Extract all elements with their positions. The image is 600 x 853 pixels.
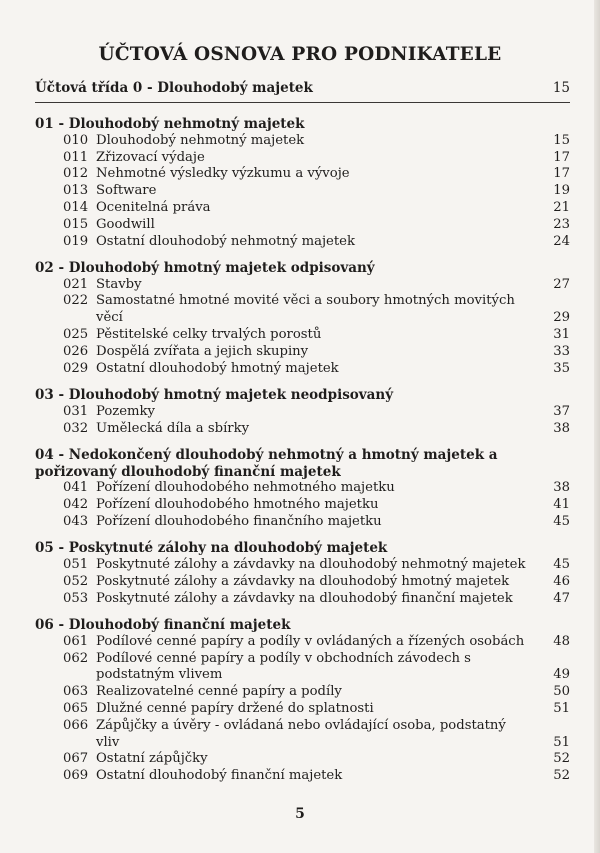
page-ref: 19 (553, 183, 570, 199)
account-label: Samostatné hmotné movité věci a soubory hmotných movitých věcí (96, 293, 515, 326)
account-code: 026 (63, 343, 89, 359)
page-ref: 46 (553, 573, 570, 589)
account-code: 015 (63, 216, 89, 232)
account-code: 011 (63, 149, 89, 165)
account-label: Ostatní zápůjčky (96, 751, 208, 767)
account-code: 053 (63, 590, 89, 606)
account-group (35, 387, 570, 437)
toc-entry (35, 634, 570, 651)
toc-content (35, 116, 570, 794)
account-label: Zřizovací výdaje (96, 149, 205, 165)
account-code: 021 (63, 276, 89, 292)
account-code: 063 (63, 684, 89, 700)
account-group-title: 05 - Poskytnuté zálohy na dlouhodobý majetek (35, 540, 388, 557)
account-code: 061 (63, 633, 89, 649)
account-label: Umělecká díla a sbírky (96, 420, 250, 436)
account-code: 010 (63, 132, 89, 148)
toc-entry (35, 557, 570, 574)
account-code: 032 (63, 420, 89, 436)
account-code: 029 (63, 360, 89, 376)
account-label: Dlužné cenné papíry držené do splatnosti (96, 701, 374, 716)
toc-entry (35, 234, 570, 251)
page-ref: 23 (553, 216, 570, 232)
account-code: 031 (63, 403, 89, 419)
account-label: Pořízení dlouhodobého nehmotného majetku (96, 480, 395, 496)
account-code: 014 (63, 199, 89, 215)
page-ref: 17 (553, 149, 570, 165)
account-group-title: 02 - Dlouhodobý hmotný majetek odpisovaný (35, 259, 375, 276)
account-code: 067 (63, 751, 89, 767)
account-label: Pořízení dlouhodobého finančního majetku (96, 514, 382, 530)
account-label: Ocenitelná práva (96, 199, 211, 215)
page-ref: 45 (553, 557, 570, 573)
account-code: 043 (63, 514, 89, 530)
toc-entry (35, 751, 570, 768)
account-label: Poskytnuté zálohy a závdavky na dlouhodobý hmotný majetek (96, 573, 510, 589)
account-label: Software (96, 183, 157, 199)
account-code: 066 (63, 717, 89, 733)
account-code: 052 (63, 573, 89, 589)
toc-entry (35, 166, 570, 183)
page-ref: 21 (553, 199, 570, 215)
page-ref: 52 (553, 768, 570, 784)
account-label: Poskytnuté zálohy a závdavky na dlouhodobý nehmotný majetek (96, 557, 526, 573)
toc-entry (35, 183, 570, 200)
toc-entry (35, 497, 570, 514)
page-ref: 38 (553, 420, 570, 436)
account-code: 022 (63, 293, 89, 309)
toc-entry (35, 421, 570, 438)
account-label: Podílové cenné papíry a podíly v ovládaných a řízených osobách (96, 633, 525, 649)
toc-entry (35, 200, 570, 217)
account-group (35, 116, 570, 250)
toc-entry (35, 133, 570, 150)
account-label: Podílové cenné papíry a podíly v obchodních závodech s podstatným vlivem (96, 650, 471, 683)
account-group-title: 01 - Dlouhodobý nehmotný majetek (35, 116, 305, 132)
toc-entry (35, 277, 570, 294)
account-label: Pozemky (96, 403, 155, 419)
account-class-header (35, 80, 570, 96)
account-label: Goodwill (96, 216, 155, 232)
page-ref: 51 (553, 734, 570, 750)
page-ref: 52 (553, 751, 570, 767)
page-ref: 31 (553, 327, 570, 343)
account-label: Pořízení dlouhodobého hmotného majetku (96, 497, 379, 513)
account-label: Ostatní dlouhodobý hmotný majetek (96, 360, 339, 376)
account-code: 013 (63, 183, 89, 199)
header-rule (35, 102, 570, 103)
account-code: 012 (63, 166, 89, 182)
account-label: Stavby (96, 276, 142, 292)
account-code: 051 (63, 557, 89, 573)
page-edge (594, 0, 600, 853)
account-label: Realizovatelné cenné papíry a podíly (96, 684, 342, 700)
toc-entry (35, 327, 570, 344)
toc-entry (35, 768, 570, 785)
toc-entry (35, 361, 570, 378)
page-ref: 38 (553, 480, 570, 496)
account-class-label: Účtová třída 0 - Dlouhodobý majetek (35, 80, 313, 96)
account-group (35, 540, 570, 607)
toc-entry (35, 718, 570, 752)
toc-entry (35, 480, 570, 497)
toc-entry (35, 293, 570, 327)
page-number: 5 (295, 806, 305, 822)
account-label: Poskytnuté zálohy a závdavky na dlouhodobý finanční majetek (96, 590, 513, 606)
page-ref: 50 (553, 684, 570, 700)
toc-entry (35, 514, 570, 531)
account-label: Ostatní dlouhodobý nehmotný majetek (96, 233, 355, 249)
account-code: 065 (63, 701, 89, 716)
account-group-title: 04 - Nedokončený dlouhodobý nehmotný a hmotný majetek a pořizovaný dlouhodobý finanční majetek (35, 446, 498, 480)
toc-entry (35, 684, 570, 701)
account-code: 019 (63, 233, 89, 249)
toc-entry (35, 591, 570, 608)
toc-entry (35, 701, 570, 718)
account-class-page: 15 (552, 80, 570, 96)
page-ref: 24 (553, 233, 570, 249)
page-ref: 41 (553, 497, 570, 513)
page-ref: 35 (553, 360, 570, 376)
account-group-title: 03 - Dlouhodobý hmotný majetek neodpisovaný (35, 386, 394, 403)
account-label: Dlouhodobý nehmotný majetek (96, 132, 305, 148)
account-label: Zápůjčky a úvěry - ovládaná nebo ovládající osoba, podstatný vliv (96, 717, 506, 750)
page-ref: 27 (553, 276, 570, 292)
toc-entry (35, 150, 570, 167)
account-group (35, 617, 570, 785)
page-ref: 37 (553, 403, 570, 419)
account-code: 041 (63, 480, 89, 496)
page-ref: 17 (553, 166, 570, 182)
page-ref: 29 (553, 310, 570, 326)
account-code: 062 (63, 650, 89, 666)
toc-entry (35, 217, 570, 234)
account-group (35, 447, 570, 531)
page-ref: 45 (553, 514, 570, 530)
page-ref: 49 (553, 667, 570, 683)
account-label: Nehmotné výsledky výzkumu a vývoje (96, 166, 350, 182)
page-title: ÚČTOVÁ OSNOVA PRO PODNIKATELE (98, 44, 502, 65)
page-ref: 47 (553, 590, 570, 606)
account-code: 025 (63, 327, 89, 343)
toc-entry (35, 574, 570, 591)
account-label: Pěstitelské celky trvalých porostů (96, 327, 322, 343)
page-ref: 33 (553, 343, 570, 359)
account-group (35, 260, 570, 378)
page-ref: 48 (553, 633, 570, 649)
page-ref: 51 (553, 701, 570, 716)
page-ref: 15 (553, 132, 570, 148)
account-label: Ostatní dlouhodobý finanční majetek (96, 768, 343, 784)
account-group-title: 06 - Dlouhodobý finanční majetek (35, 617, 291, 634)
toc-entry (35, 651, 570, 685)
toc-entry (35, 344, 570, 361)
account-code: 069 (63, 768, 89, 784)
account-code: 042 (63, 497, 89, 513)
account-label: Dospělá zvířata a jejich skupiny (96, 343, 309, 359)
toc-entry (35, 404, 570, 421)
